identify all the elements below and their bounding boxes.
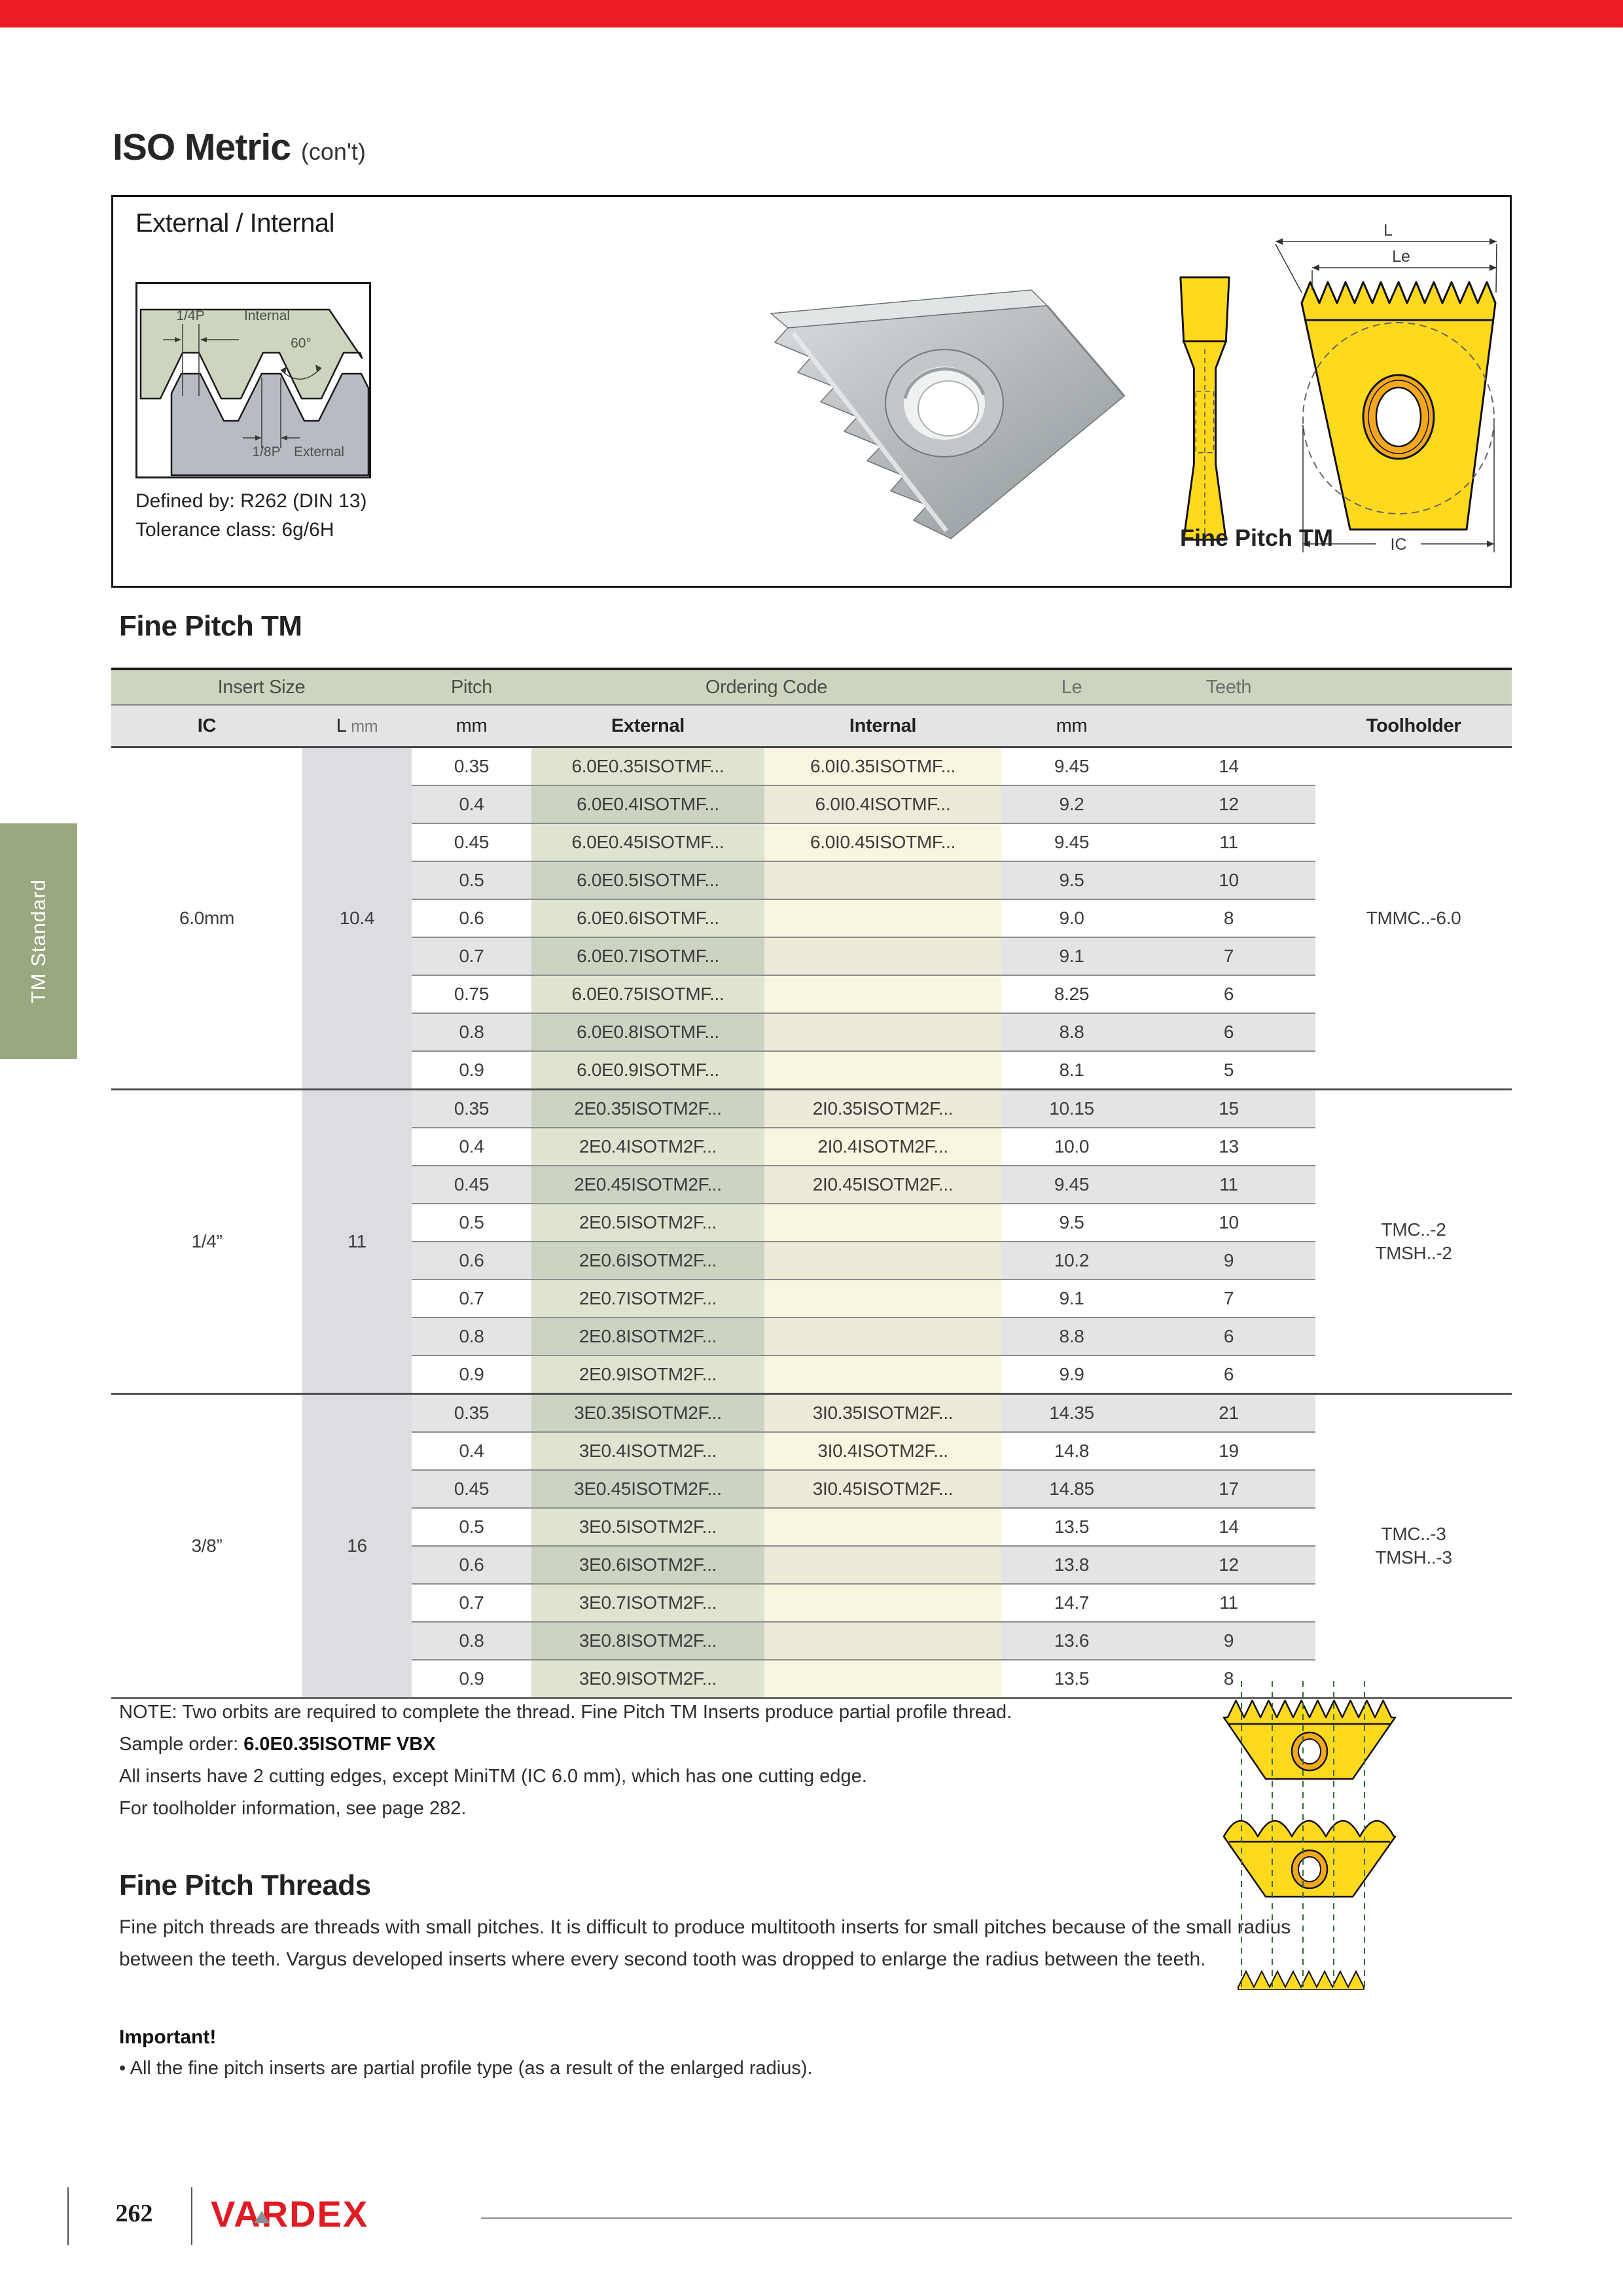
header-internal: Internal bbox=[764, 705, 1001, 747]
teeth-value: 8 bbox=[1142, 899, 1315, 937]
overview-box bbox=[111, 195, 1512, 588]
le-value: 13.8 bbox=[1001, 1546, 1142, 1584]
ordering-code-internal bbox=[764, 1660, 1001, 1698]
footer-divider-right bbox=[191, 2187, 192, 2245]
threads-body: Fine pitch threads are threads with small pitches. It is difficult to produce multitooth inserts for small pitches because of the small radius between the teeth. Vargus developed inserts where every second tooth was dropped to enlarge the radius between the teeth. bbox=[119, 1916, 1291, 1970]
insert-front-view bbox=[1270, 222, 1503, 562]
top-accent-bar bbox=[0, 0, 1623, 27]
thread-profile-diagram bbox=[135, 282, 371, 478]
le-value: 14.8 bbox=[1001, 1432, 1142, 1470]
le-value: 8.1 bbox=[1001, 1051, 1142, 1090]
header-pitch-mm: mm bbox=[412, 705, 531, 747]
ordering-code-external: 3E0.9ISOTM2F... bbox=[531, 1660, 764, 1698]
important-heading: Important! bbox=[119, 2026, 217, 2048]
pitch-value: 0.8 bbox=[412, 1318, 531, 1355]
teeth-value: 11 bbox=[1142, 1166, 1315, 1204]
ordering-code-internal: 3I0.4ISOTM2F... bbox=[764, 1432, 1001, 1470]
ordering-code-external: 6.0E0.35ISOTMF... bbox=[531, 747, 764, 786]
overview-caption: Fine Pitch TM bbox=[1180, 524, 1333, 551]
le-value: 14.35 bbox=[1001, 1394, 1142, 1433]
teeth-value: 9 bbox=[1142, 1242, 1315, 1280]
pitch-value: 0.8 bbox=[412, 1013, 531, 1051]
pitch-value: 0.9 bbox=[412, 1051, 531, 1090]
teeth-value: 5 bbox=[1142, 1051, 1315, 1090]
label-external: External bbox=[294, 444, 345, 459]
teeth-value: 6 bbox=[1142, 1318, 1315, 1355]
ordering-code-external: 6.0E0.7ISOTMF... bbox=[531, 937, 764, 975]
insert-side-view bbox=[1152, 272, 1257, 554]
header-ordering-code: Ordering Code bbox=[531, 669, 1001, 705]
le-value: 9.0 bbox=[1001, 899, 1142, 937]
ordering-code-internal bbox=[764, 1355, 1001, 1394]
ordering-code-internal: 3I0.45ISOTM2F... bbox=[764, 1470, 1001, 1508]
le-value: 9.5 bbox=[1001, 861, 1142, 899]
teeth-value: 9 bbox=[1142, 1622, 1315, 1660]
pitch-value: 0.35 bbox=[412, 1394, 531, 1433]
pitch-value: 0.7 bbox=[412, 937, 531, 975]
logo-triangle-icon bbox=[254, 2211, 270, 2223]
le-value: 8.8 bbox=[1001, 1013, 1142, 1051]
le-value: 9.1 bbox=[1001, 937, 1142, 975]
page-title: ISO Metric bbox=[113, 126, 291, 168]
page-title-suffix: (con't) bbox=[300, 138, 366, 165]
tolerance-text: Tolerance class: 6g/6H bbox=[135, 519, 334, 541]
le-value: 14.85 bbox=[1001, 1470, 1142, 1508]
le-value: 13.6 bbox=[1001, 1622, 1142, 1660]
ordering-code-external: 3E0.45ISOTM2F... bbox=[531, 1470, 764, 1508]
label-60deg: 60° bbox=[291, 336, 312, 351]
note-line-1: NOTE: Two orbits are required to complete the thread. Fine Pitch TM Inserts produce partial profile thread. bbox=[119, 1702, 1012, 1723]
ordering-code-internal: 6.0I0.4ISOTMF... bbox=[764, 785, 1001, 823]
pitch-value: 0.5 bbox=[412, 1508, 531, 1546]
teeth-value: 7 bbox=[1142, 937, 1315, 975]
ordering-code-external: 6.0E0.8ISOTMF... bbox=[531, 1013, 764, 1051]
le-value: 13.5 bbox=[1001, 1660, 1142, 1698]
ordering-code-external: 2E0.9ISOTM2F... bbox=[531, 1355, 764, 1394]
ordering-code-internal: 6.0I0.35ISOTMF... bbox=[764, 747, 1001, 786]
ordering-code-external: 2E0.6ISOTM2F... bbox=[531, 1242, 764, 1280]
label-eighth-p: 1/8P bbox=[252, 444, 281, 459]
ordering-code-external: 2E0.7ISOTM2F... bbox=[531, 1280, 764, 1318]
ordering-code-external: 6.0E0.5ISOTMF... bbox=[531, 861, 764, 899]
pitch-value: 0.4 bbox=[412, 785, 531, 823]
teeth-value: 19 bbox=[1142, 1432, 1315, 1470]
footer-divider-left bbox=[67, 2187, 69, 2245]
external-thread-shape bbox=[171, 374, 368, 475]
le-value: 13.5 bbox=[1001, 1508, 1142, 1546]
ordering-code-external: 3E0.4ISOTM2F... bbox=[531, 1432, 764, 1470]
ordering-code-external: 2E0.5ISOTM2F... bbox=[531, 1204, 764, 1242]
teeth-value: 6 bbox=[1142, 1013, 1315, 1051]
ordering-code-external: 6.0E0.9ISOTMF... bbox=[531, 1051, 764, 1090]
header-spacer bbox=[1315, 669, 1512, 705]
insert-size-l: 11 bbox=[302, 1090, 412, 1394]
teeth-value: 15 bbox=[1142, 1090, 1315, 1128]
sample-order-code: 6.0E0.35ISOTMF VBX bbox=[243, 1734, 436, 1755]
ordering-code-external: 3E0.7ISOTM2F... bbox=[531, 1584, 764, 1622]
insert-size-ic: 1/4” bbox=[111, 1090, 302, 1394]
ordering-code-external: 2E0.4ISOTM2F... bbox=[531, 1128, 764, 1166]
pitch-value: 0.6 bbox=[412, 1242, 531, 1280]
ordering-code-internal bbox=[764, 1546, 1001, 1584]
header-le-mm: mm bbox=[1001, 705, 1142, 747]
pitch-value: 0.5 bbox=[412, 861, 531, 899]
le-value: 9.45 bbox=[1001, 823, 1142, 861]
label-internal: Internal bbox=[244, 308, 291, 323]
important-bullet: • All the fine pitch inserts are partial profile type (as a result of the enlarged radius). bbox=[119, 2058, 813, 2079]
note-line-3: All inserts have 2 cutting edges, except MiniTM (IC 6.0 mm), which has one cutting edge. bbox=[119, 1766, 867, 1787]
pitch-value: 0.35 bbox=[412, 1090, 531, 1128]
fine-pitch-tm-table bbox=[111, 668, 1512, 1699]
sidebar-tab-tm-standard[interactable] bbox=[0, 823, 77, 1059]
ordering-code-internal bbox=[764, 975, 1001, 1013]
ordering-code-internal: 2I0.45ISOTM2F... bbox=[764, 1166, 1001, 1204]
teeth-value: 21 bbox=[1142, 1394, 1315, 1433]
ordering-code-external: 6.0E0.6ISOTMF... bbox=[531, 899, 764, 937]
teeth-value: 13 bbox=[1142, 1128, 1315, 1166]
header-external: External bbox=[531, 705, 764, 747]
note-line-4: For toolholder information, see page 282. bbox=[119, 1798, 467, 1819]
teeth-value: 11 bbox=[1142, 823, 1315, 861]
table-header-row-2 bbox=[111, 705, 1512, 747]
le-value: 8.8 bbox=[1001, 1318, 1142, 1355]
notes-block bbox=[119, 1696, 1012, 1825]
le-value: 9.45 bbox=[1001, 747, 1142, 786]
pitch-value: 0.7 bbox=[412, 1584, 531, 1622]
footer-rule bbox=[481, 2217, 1512, 2219]
header-insert-size: Insert Size bbox=[111, 669, 412, 705]
ordering-code-internal bbox=[764, 861, 1001, 899]
toolholder-value: TMC..-3 TMSH..-3 bbox=[1315, 1394, 1512, 1698]
fine-pitch-threads-section bbox=[119, 1869, 1330, 1975]
ordering-code-internal bbox=[764, 1622, 1001, 1660]
page-number: 262 bbox=[115, 2200, 153, 2227]
ordering-code-internal bbox=[764, 1318, 1001, 1355]
header-pitch: Pitch bbox=[412, 669, 531, 705]
header-teeth-spacer bbox=[1142, 705, 1315, 747]
ordering-code-internal bbox=[764, 1242, 1001, 1280]
ordering-code-internal: 6.0I0.45ISOTMF... bbox=[764, 823, 1001, 861]
vardex-logo-text: VARDEX bbox=[211, 2193, 369, 2234]
le-value: 14.7 bbox=[1001, 1584, 1142, 1622]
ordering-code-internal bbox=[764, 1508, 1001, 1546]
header-toolholder: Toolholder bbox=[1315, 705, 1512, 747]
ordering-code-external: 3E0.8ISOTM2F... bbox=[531, 1622, 764, 1660]
defined-by-text: Defined by: R262 (DIN 13) bbox=[135, 490, 367, 512]
ordering-code-external: 3E0.6ISOTM2F... bbox=[531, 1546, 764, 1584]
pitch-value: 0.4 bbox=[412, 1128, 531, 1166]
pitch-value: 0.9 bbox=[412, 1355, 531, 1394]
teeth-value: 12 bbox=[1142, 785, 1315, 823]
teeth-value: 17 bbox=[1142, 1470, 1315, 1508]
ordering-code-internal bbox=[764, 899, 1001, 937]
insert-size-ic: 3/8” bbox=[111, 1394, 302, 1698]
le-value: 8.25 bbox=[1001, 975, 1142, 1013]
pitch-value: 0.45 bbox=[412, 1166, 531, 1204]
teeth-value: 6 bbox=[1142, 975, 1315, 1013]
ordering-code-external: 6.0E0.75ISOTMF... bbox=[531, 975, 764, 1013]
pitch-value: 0.6 bbox=[412, 899, 531, 937]
ordering-code-internal bbox=[764, 1051, 1001, 1090]
header-ic: IC bbox=[111, 705, 302, 747]
le-value: 10.0 bbox=[1001, 1128, 1142, 1166]
teeth-value: 14 bbox=[1142, 1508, 1315, 1546]
ordering-code-internal bbox=[764, 1280, 1001, 1318]
pitch-value: 0.35 bbox=[412, 747, 531, 786]
header-l-mm: L mm bbox=[302, 705, 412, 747]
pitch-value: 0.45 bbox=[412, 823, 531, 861]
dim-label-le: Le bbox=[1392, 247, 1410, 266]
dim-label-l: L bbox=[1383, 222, 1393, 240]
teeth-value: 6 bbox=[1142, 1355, 1315, 1394]
insert-size-l: 10.4 bbox=[302, 747, 412, 1090]
important-section bbox=[119, 2026, 1330, 2079]
page-title-row bbox=[113, 126, 366, 169]
teeth-value: 10 bbox=[1142, 1204, 1315, 1242]
table-header-row-1 bbox=[111, 669, 1512, 705]
pitch-value: 0.8 bbox=[412, 1622, 531, 1660]
le-value: 10.2 bbox=[1001, 1242, 1142, 1280]
ordering-code-internal bbox=[764, 1013, 1001, 1051]
ordering-code-external: 2E0.8ISOTM2F... bbox=[531, 1318, 764, 1355]
sidebar-tab-label: TM Standard bbox=[27, 878, 50, 1004]
teeth-value: 8 bbox=[1142, 1660, 1315, 1698]
ordering-code-internal bbox=[764, 937, 1001, 975]
ordering-code-internal: 2I0.35ISOTM2F... bbox=[764, 1090, 1001, 1128]
teeth-value: 7 bbox=[1142, 1280, 1315, 1318]
pitch-value: 0.9 bbox=[412, 1660, 531, 1698]
pitch-value: 0.4 bbox=[412, 1432, 531, 1470]
ordering-code-external: 2E0.45ISOTM2F... bbox=[531, 1166, 764, 1204]
toolholder-value: TMC..-2 TMSH..-2 bbox=[1315, 1090, 1512, 1394]
ordering-code-internal: 2I0.4ISOTM2F... bbox=[764, 1128, 1001, 1166]
insert-photo-3d bbox=[725, 256, 1144, 564]
teeth-value: 14 bbox=[1142, 747, 1315, 786]
pitch-value: 0.7 bbox=[412, 1280, 531, 1318]
le-value: 9.1 bbox=[1001, 1280, 1142, 1318]
dim-label-ic: IC bbox=[1390, 535, 1407, 554]
teeth-value: 10 bbox=[1142, 861, 1315, 899]
pitch-value: 0.5 bbox=[412, 1204, 531, 1242]
table-body bbox=[111, 747, 1512, 1698]
ordering-code-external: 6.0E0.45ISOTMF... bbox=[531, 823, 764, 861]
threads-heading: Fine Pitch Threads bbox=[119, 1869, 371, 1901]
ordering-code-internal bbox=[764, 1584, 1001, 1622]
ordering-code-external: 3E0.5ISOTM2F... bbox=[531, 1508, 764, 1546]
note-line-2: Sample order: 6.0E0.35ISOTMF VBX bbox=[119, 1734, 436, 1755]
ordering-code-external: 2E0.35ISOTM2F... bbox=[531, 1090, 764, 1128]
pitch-value: 0.45 bbox=[412, 1470, 531, 1508]
toolholder-value: TMMC..-6.0 bbox=[1315, 747, 1512, 1090]
label-quarter-p: 1/4P bbox=[176, 308, 205, 323]
header-teeth: Teeth bbox=[1142, 669, 1315, 705]
pitch-value: 0.75 bbox=[412, 975, 531, 1013]
header-le: Le bbox=[1001, 669, 1142, 705]
le-value: 9.9 bbox=[1001, 1355, 1142, 1394]
ordering-code-external: 3E0.35ISOTM2F... bbox=[531, 1394, 764, 1433]
insert-size-ic: 6.0mm bbox=[111, 747, 302, 1090]
ordering-code-external: 6.0E0.4ISOTMF... bbox=[531, 785, 764, 823]
le-value: 9.45 bbox=[1001, 1166, 1142, 1204]
insert-size-l: 16 bbox=[302, 1394, 412, 1698]
vardex-logo bbox=[211, 2193, 368, 2235]
ordering-code-internal bbox=[764, 1204, 1001, 1242]
section-title: Fine Pitch TM bbox=[119, 610, 302, 642]
teeth-value: 11 bbox=[1142, 1584, 1315, 1622]
ordering-code-internal: 3I0.35ISOTM2F... bbox=[764, 1394, 1001, 1433]
pitch-value: 0.6 bbox=[412, 1546, 531, 1584]
le-value: 9.5 bbox=[1001, 1204, 1142, 1242]
le-value: 10.15 bbox=[1001, 1090, 1142, 1128]
teeth-value: 12 bbox=[1142, 1546, 1315, 1584]
overview-heading: External / Internal bbox=[135, 209, 334, 238]
le-value: 9.2 bbox=[1001, 785, 1142, 823]
